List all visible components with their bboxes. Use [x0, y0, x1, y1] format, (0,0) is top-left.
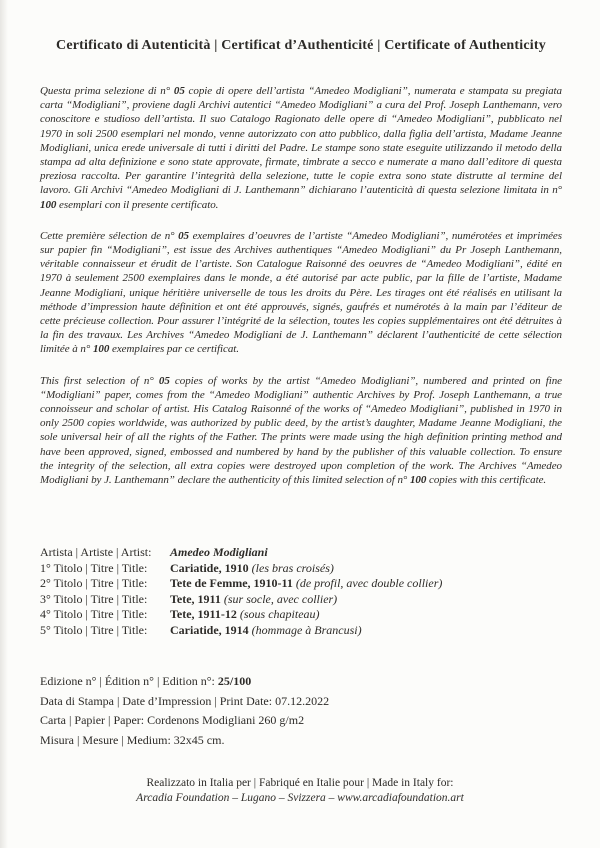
scan-edge-artifact	[0, 0, 8, 848]
edition-number-row: Edizione n° | Édition n° | Edition n°: 25/100	[40, 674, 252, 689]
artwork-list	[40, 545, 562, 638]
artwork-title-5-label: 5° Titolo | Titre | Title:	[40, 622, 148, 637]
artwork-row-title-1	[40, 561, 562, 577]
artwork-artist-value: Amedeo Modigliani	[170, 545, 268, 560]
artwork-row-title-2	[40, 576, 562, 592]
certificate-title: Certificato di Autenticità | Certificat d’Authenticité | Certificate of Authenticity	[56, 38, 546, 53]
footer-foundation-line: Arcadia Foundation – Lugano – Svizzera – www.arcadiafoundation.art	[136, 792, 464, 804]
artwork-row-artist	[40, 545, 562, 561]
footer-made-in-line: Realizzato in Italia per | Fabriqué en Italie pour | Made in Italy for:	[146, 777, 454, 789]
artwork-title-4-label: 4° Titolo | Titre | Title:	[40, 607, 148, 622]
artwork-row-title-3	[40, 592, 562, 608]
artwork-title-1-label: 1° Titolo | Titre | Title:	[40, 560, 148, 575]
artwork-artist-label: Artista | Artiste | Artist:	[40, 545, 152, 560]
artwork-title-2-value: Tete de Femme, 1910-11 (de profil, avec double collier)	[170, 576, 443, 591]
artwork-title-2-label: 2° Titolo | Titre | Title:	[40, 576, 148, 591]
print-date-row: Data di Stampa | Date d’Impression | Print Date: 07.12.2022	[40, 693, 330, 708]
paper-row: Carta | Papier | Paper: Cordenons Modigliani 260 g/m2	[40, 713, 305, 728]
footer	[0, 776, 600, 806]
paragraph-italian: Questa prima selezione di n° 05 copie di opere dell’artista “Amedeo Modigliani”, numerata e stampata su pregiata carta “Modigliani”, proviene dagli Archivi autentici “Amedeo Modigliani” a cura del Prof. Joseph Lanthemann, vero conoscitore e studioso dell’artista. Il suo Catalogo Ragionato delle opere di “Amedeo Modigliani”, pubblicato nel 1970 in soli 2500 esemplari nel mondo, venne autorizzato con atto pubblico, dalla figlia dell’artista, Madame Jeanne Modigliani, unica erede universale di tutti i diritti del Padre. Le stampe sono state eseguite utilizzando il metodo della stampa ad alta definizione e sono state approvate, firmate, timbrate a secco e numerate a mano dall’editore di questa preziosa raccolta. Per garantire l’integrità della selezione, tutte le copie extra sono state distrutte al termine del lavoro. Gli Archivi “Amedeo Modigliani di J. Lanthemann” dichiarano l’autenticità di questa selezione limitata in n° 100 esemplari con il presente certificato.	[40, 85, 562, 211]
artwork-title-5-value: Cariatide, 1914 (hommage à Brancusi)	[170, 622, 362, 637]
artwork-title-3-label: 3° Titolo | Titre | Title:	[40, 591, 148, 606]
artwork-title-1-value: Cariatide, 1910 (les bras croisés)	[170, 560, 334, 575]
artwork-row-title-5	[40, 623, 562, 639]
medium-row: Misura | Mesure | Medium: 32x45 cm.	[40, 732, 225, 747]
paragraph-french: Cette première sélection de n° 05 exemplaires d’oeuvres de l’artiste “Amedeo Modigliani”, numérotées et imprimées sur papier fin “Modigliani”, est issue des Archives authentiques “Amedeo Modigliani” du Pr Joseph Lanthemann, véritable connaisseur et érudit de l’artiste. Son Catalogue Raisonné des oeuvres de “Amedeo Modigliani”, édité en 1970 à seulement 2500 exemplaires dans le monde, a été autorisé par acte public, par la fille de l’artiste, Madame Jeanne Modigliani, unique héritière universelle de tous les droits du Père. Les tirages ont été réalisés en utilisant la méthode d’impression haute définition et ont été approuvés, signés, gaufrés et numérotés à la main par l’éditeur de cette précieuse collection. Pour assurer l’intégrité de la sélection, toutes les copies supplémentaires ont été détruites à la fin des travaux. Les Archives “Amedeo Modigliani de J. Lanthemann” déclarent l’authenticité de cette sélection limitée à n° 100 exemplaires par ce certificat.	[40, 229, 562, 356]
artwork-title-4-value: Tete, 1911-12 (sous chapiteau)	[170, 607, 320, 622]
artwork-title-3-value: Tete, 1911 (sur socle, avec collier)	[170, 591, 338, 606]
paragraph-english: This first selection of n° 05 copies of works by the artist “Amedeo Modigliani”, numbered and printed on fine “Modigliani” paper, comes from the “Amedeo Modigliani” authentic Archives by Prof. Joseph Lanthemann, a true connoisseur and scholar of artist. His Catalog Raisonné of the works of “Amedeo Modigliani”, published in 1970 in only 2500 copies worldwide, was authorized by public deed, by the artist’s daughter, Madame Jeanne Modigliani, the sole universal heir of all the rights of the Father. The prints were made using the high definition printing method and have been approved, signed, embossed and numbered by hand by the publisher of this valuable collection. To ensure the integrity of the selection, all extra copies were destroyed upon completion of the work. The Archives “Amedeo Modigliani by J. Lanthemann” declare the authenticity of this limited selection of n° 100 copies with this certificate.	[40, 374, 562, 487]
edition-details	[40, 672, 562, 750]
artwork-row-title-4	[40, 607, 562, 623]
